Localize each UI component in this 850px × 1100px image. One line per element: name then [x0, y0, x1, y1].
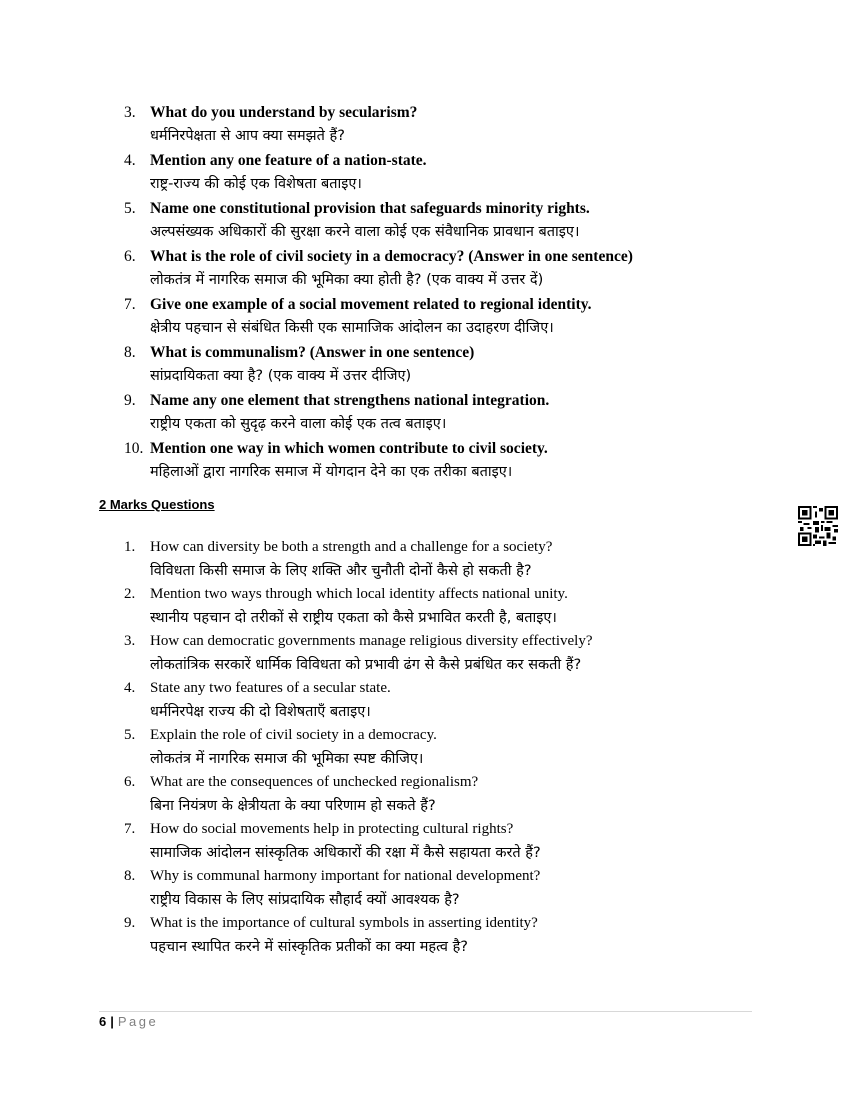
question-text-hindi: लोकतंत्र में नागरिक समाज की भूमिका क्या होती है? (एक वाक्य में उत्तर दें) — [150, 272, 544, 288]
question-number: 3. — [124, 104, 136, 121]
page-number: 6 — [99, 1014, 107, 1029]
page-footer — [99, 1014, 158, 1029]
question-text-hindi: धर्मनिरपेक्षता से आप क्या समझते हैं? — [150, 128, 345, 144]
question-text-english: Mention any one feature of a nation-state. — [150, 152, 427, 169]
question-item — [124, 771, 764, 818]
question-text-english: State any two features of a secular state. — [150, 680, 391, 696]
question-number: 4. — [124, 152, 136, 169]
question-number: 9. — [124, 392, 136, 409]
question-text-english: Give one example of a social movement related to regional identity. — [150, 296, 592, 313]
one-mark-question-list — [124, 101, 764, 485]
question-number: 6. — [124, 774, 136, 790]
question-text-hindi: सामाजिक आंदोलन सांस्कृतिक अधिकारों की रक्षा में कैसे सहायता करते हैं? — [150, 845, 541, 861]
question-text-hindi: राष्ट्रीय एकता को सुदृढ़ करने वाला कोई एक तत्व बताइए। — [150, 416, 447, 432]
page-label: Page — [117, 1014, 159, 1029]
question-text-english: Name one constitutional provision that safeguards minority rights. — [150, 200, 590, 217]
question-number: 9. — [124, 915, 136, 931]
question-text-hindi: लोकतांत्रिक सरकारें धार्मिक विविधता को प्रभावी ढंग से कैसे प्रबंधित कर सकती हैं? — [150, 657, 582, 673]
question-number: 4. — [124, 680, 136, 696]
question-text-english: Name any one element that strengthens national integration. — [150, 392, 550, 409]
question-item — [124, 912, 764, 959]
question-text-english: What are the consequences of unchecked regionalism? — [150, 774, 479, 790]
question-text-hindi: क्षेत्रीय पहचान से संबंधित किसी एक सामाजिक आंदोलन का उदाहरण दीजिए। — [150, 320, 554, 336]
question-item — [124, 293, 764, 340]
question-text-english: What is the importance of cultural symbols in asserting identity? — [150, 915, 538, 931]
footer-divider — [99, 1011, 752, 1012]
question-text-english: How can democratic governments manage religious diversity effectively? — [150, 633, 593, 649]
question-number: 8. — [124, 868, 136, 884]
two-mark-question-list — [124, 536, 764, 959]
question-text-hindi: राष्ट्रीय विकास के लिए सांप्रदायिक सौहार्द क्यों आवश्यक है? — [150, 892, 460, 908]
question-item — [124, 341, 764, 388]
question-item — [124, 630, 764, 677]
question-item — [124, 101, 764, 148]
question-number: 8. — [124, 344, 136, 361]
question-item — [124, 389, 764, 436]
footer-separator: | — [110, 1014, 114, 1029]
question-item — [124, 197, 764, 244]
question-item — [124, 583, 764, 630]
question-item — [124, 818, 764, 865]
section-heading-2-marks: 2 Marks Questions — [99, 497, 215, 512]
question-number: 6. — [124, 248, 136, 265]
question-text-hindi: महिलाओं द्वारा नागरिक समाज में योगदान देने का एक तरीका बताइए। — [150, 464, 513, 480]
question-number: 7. — [124, 296, 136, 313]
question-text-english: Explain the role of civil society in a democracy. — [150, 727, 437, 743]
question-text-english: Mention two ways through which local identity affects national unity. — [150, 586, 568, 602]
question-text-english: Mention one way in which women contribute to civil society. — [150, 440, 548, 457]
question-item — [124, 245, 764, 292]
question-item — [124, 536, 764, 583]
question-number: 5. — [124, 200, 136, 217]
question-text-english: How can diversity be both a strength and a challenge for a society? — [150, 539, 553, 555]
question-text-english: What is communalism? (Answer in one sentence) — [150, 344, 475, 361]
question-text-hindi: धर्मनिरपेक्ष राज्य की दो विशेषताएँ बताइए। — [150, 704, 371, 720]
qr-code-icon — [798, 506, 838, 546]
question-item — [124, 437, 764, 484]
question-text-hindi: राष्ट्र-राज्य की कोई एक विशेषता बताइए। — [150, 176, 362, 192]
question-text-hindi: अल्पसंख्यक अधिकारों की सुरक्षा करने वाला कोई एक संवैधानिक प्रावधान बताइए। — [150, 224, 580, 240]
question-number: 5. — [124, 727, 136, 743]
question-item — [124, 724, 764, 771]
question-number: 10. — [124, 440, 144, 457]
question-text-hindi: स्थानीय पहचान दो तरीकों से राष्ट्रीय एकता को कैसे प्रभावित करती है, बताइए। — [150, 610, 557, 626]
question-text-english: Why is communal harmony important for national development? — [150, 868, 541, 884]
question-text-hindi: विविधता किसी समाज के लिए शक्ति और चुनौती दोनों कैसे हो सकती है? — [150, 563, 532, 579]
question-number: 2. — [124, 586, 136, 602]
question-text-hindi: सांप्रदायिकता क्या है? (एक वाक्य में उत्तर दीजिए) — [150, 368, 412, 384]
question-text-english: What do you understand by secularism? — [150, 104, 418, 121]
question-number: 3. — [124, 633, 136, 649]
question-text-english: How do social movements help in protecting cultural rights? — [150, 821, 514, 837]
question-item — [124, 149, 764, 196]
question-text-hindi: बिना नियंत्रण के क्षेत्रीयता के क्या परिणाम हो सकते हैं? — [150, 798, 436, 814]
question-item — [124, 677, 764, 724]
question-text-hindi: पहचान स्थापित करने में सांस्कृतिक प्रतीकों का क्या महत्व है? — [150, 939, 468, 955]
question-number: 1. — [124, 539, 136, 555]
question-item — [124, 865, 764, 912]
question-text-english: What is the role of civil society in a democracy? (Answer in one sentence) — [150, 248, 633, 265]
question-number: 7. — [124, 821, 136, 837]
question-text-hindi: लोकतंत्र में नागरिक समाज की भूमिका स्पष्ट कीजिए। — [150, 751, 424, 767]
